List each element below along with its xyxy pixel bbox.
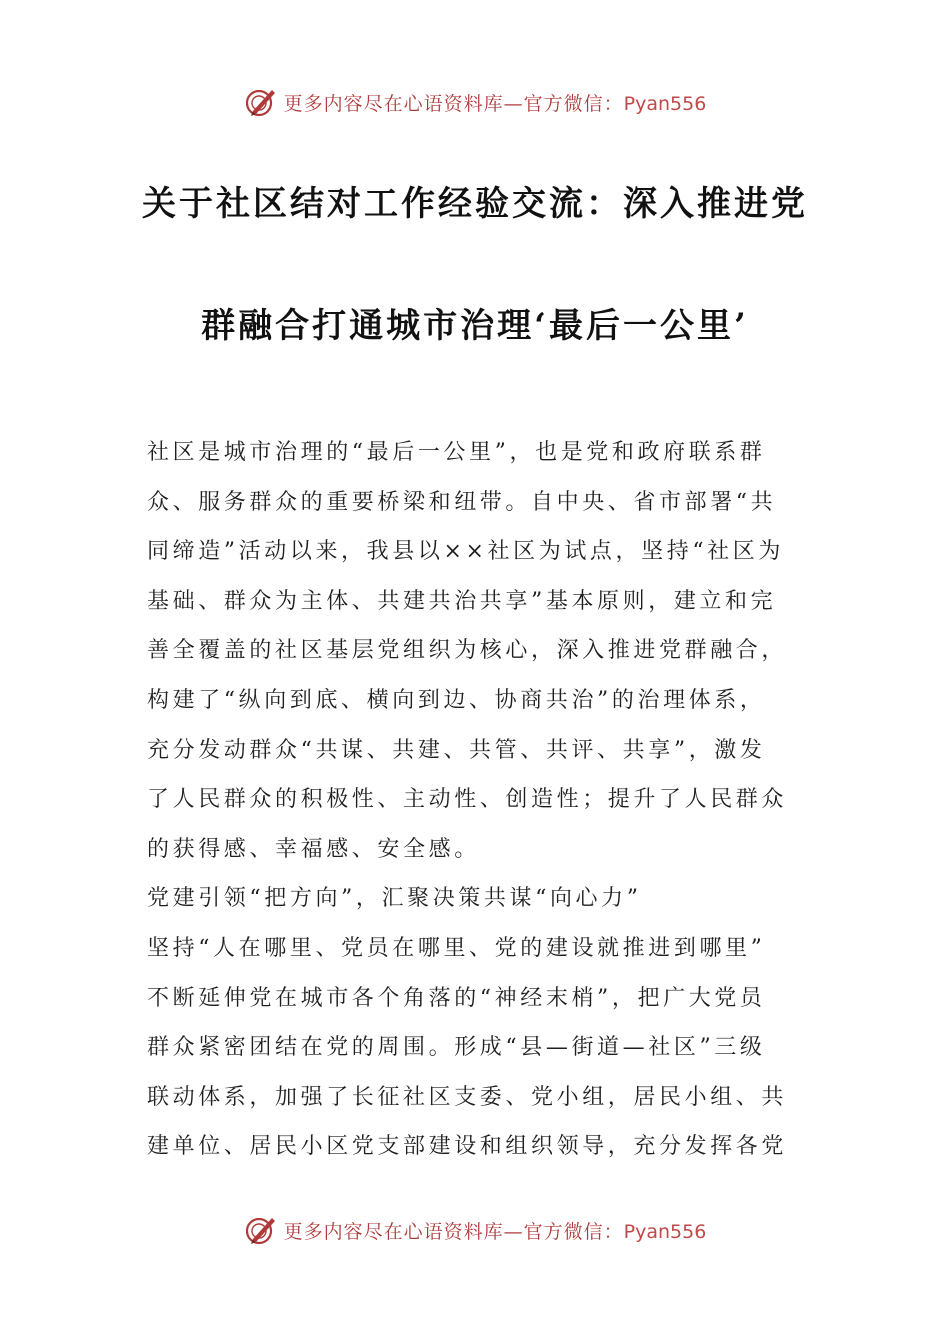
body-line: 基础、群众为主体、共建共治共享”基本原则，建立和完 <box>147 588 777 614</box>
watermark-text: 更多内容尽在心语资料库—官方微信：Pyan556 <box>283 92 707 115</box>
document-body <box>147 428 807 1172</box>
body-line: 建单位、居民小区党支部建设和组织领导，充分发挥各党 <box>147 1134 788 1160</box>
document-title-line-1: 关于社区结对工作经验交流：深入推进党 <box>142 184 808 224</box>
body-line: 坚持“人在哪里、党员在哪里、党的建设就推进到哪里” <box>147 935 766 961</box>
body-line: 善全覆盖的社区基层党组织为核心，深入推进党群融合， <box>147 638 788 664</box>
body-line: 联动体系，加强了长征社区支委、党小组，居民小组、共 <box>147 1084 788 1110</box>
body-line: 社区是城市治理的“最后一公里”，也是党和政府联系群 <box>147 440 766 465</box>
body-line: 同缔造”活动以来，我县以××社区为试点，坚持“社区为 <box>147 539 784 565</box>
wechat-id: Pyan556 <box>623 1220 707 1243</box>
body-line: 构建了“纵向到底、横向到边、协商共治”的治理体系， <box>147 687 766 713</box>
body-line: 群众紧密团结在党的周围。形成“县—街道—社区”三级 <box>147 1035 766 1061</box>
pen-logo-icon <box>244 85 278 119</box>
watermark-text: 更多内容尽在心语资料库—官方微信：Pyan556 <box>283 1220 707 1243</box>
header-watermark <box>0 82 950 122</box>
document-title-line-2: 群融合打通城市治理‘最后一公里’ <box>201 306 749 346</box>
section-heading: 党建引领“把方向”，汇聚决策共谋“向心力” <box>147 886 642 912</box>
body-line: 众、服务群众的重要桥梁和纽带。自中央、省市部署“共 <box>147 489 777 515</box>
pen-logo-icon <box>244 1213 278 1247</box>
wechat-id: Pyan556 <box>623 92 707 115</box>
footer-watermark <box>0 1210 950 1250</box>
body-line: 的获得感、幸福感、安全感。 <box>147 836 480 862</box>
body-line: 不断延伸党在城市各个角落的“神经末梢”，把广大党员 <box>147 985 766 1011</box>
body-line: 了人民群众的积极性、主动性、创造性；提升了人民群众 <box>147 787 788 813</box>
body-line: 充分发动群众“共谋、共建、共管、共评、共享”，激发 <box>147 737 766 763</box>
